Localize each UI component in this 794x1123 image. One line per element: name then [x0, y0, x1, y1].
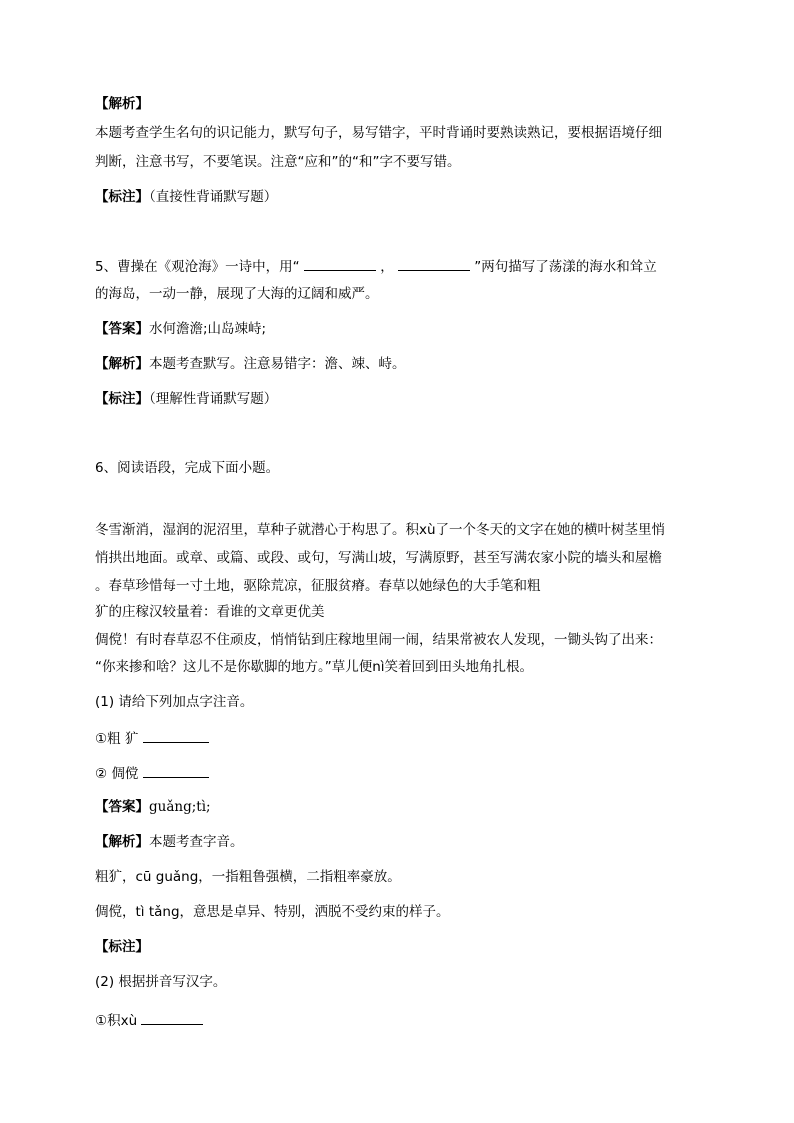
subquestion-1-title: (1) 请给下列加点字注音。	[95, 694, 254, 710]
answer-tag: 【答案】	[95, 799, 149, 815]
answer-blank[interactable]	[141, 1010, 203, 1025]
note-tag: 【标注】	[95, 391, 149, 407]
item-label: ①积xù	[95, 1013, 138, 1029]
question-6-intro: 6、阅读语段，完成下面小题。	[95, 460, 280, 476]
answer-line	[95, 798, 211, 816]
question-5-comma: ，	[380, 259, 394, 275]
analysis-tag: 【解析】	[95, 834, 149, 850]
subquestion-2-title: (2) 根据拼音写汉字。	[95, 974, 227, 990]
note-text: （直接性背诵默写题）	[149, 189, 278, 205]
analysis-tag: 【解析】	[95, 356, 149, 372]
analysis-text-line: 本题考查学生名句的识记能力，默写句子，易写错字，平时背诵时要熟读熟记，要根据语境仔细	[95, 125, 662, 141]
analysis-text: 本题考查默写。注意易错字：澹、竦、峙。	[149, 356, 406, 372]
subquestion-1-item	[95, 763, 209, 783]
analysis-text-line: 判断，注意书写，不要笔误。注意“应和”的“和”字不要写错。	[95, 154, 461, 170]
passage-line: 倜傥！有时春草忍不住顽皮，悄悄钻到庄稼地里闹一闹，结果常被农人发现，一锄头钩了出来：	[95, 632, 662, 648]
answer-blank[interactable]	[304, 256, 376, 271]
explanation-line: 倜傥，tì tǎng，意思是卓异、特别，洒脱不受约束的样子。	[95, 904, 450, 920]
note-line	[95, 390, 277, 408]
note-tag: 【标注】	[95, 189, 149, 205]
passage-line: “你来掺和啥？这儿不是你歇脚的地方。”草儿便nì笑着回到田头地角扎根。	[95, 659, 534, 675]
question-5-text-line: 的海岛，一动一静，展现了大海的辽阔和威严。	[95, 286, 379, 302]
question-5-line	[95, 256, 657, 276]
note-line	[95, 188, 277, 206]
answer-text: guǎng;tì;	[149, 799, 211, 815]
answer-tag: 【答案】	[95, 321, 149, 337]
passage-line: 。春草珍惜每一寸土地，驱除荒凉，征服贫瘠。春草以她绿色的大手笔和粗	[95, 578, 541, 594]
analysis-text: 本题考查字音。	[149, 834, 244, 850]
note-text: （理解性背诵默写题）	[149, 391, 278, 407]
note-tag: 【标注】	[95, 939, 149, 955]
question-5-text: 5、曹操在《观沧海》一诗中，用“	[95, 259, 300, 275]
passage-line: 冬雪渐消，湿润的泥沼里，草种子就潜心于构思了。积xù了一个冬天的文字在她的横叶树茎里悄	[95, 522, 666, 538]
item-label: ② 倜傥	[95, 766, 139, 782]
analysis-tag: 【解析】	[95, 96, 149, 112]
subquestion-2-item	[95, 1010, 203, 1030]
answer-line	[95, 320, 266, 338]
subquestion-1-item	[95, 728, 209, 748]
explanation-line: 粗犷，cū guǎng，一指粗鲁强横，二指粗率豪放。	[95, 869, 401, 885]
analysis-line	[95, 355, 406, 373]
passage-line: 悄拱出地面。或章、或篇、或段、或句，写满山坡，写满原野，甚至写满农家小院的墙头和屋檐	[95, 550, 662, 566]
answer-blank[interactable]	[398, 256, 470, 271]
question-5-text: ”两句描写了荡漾的海水和耸立	[474, 259, 657, 275]
item-label: ①粗 犷	[95, 731, 139, 747]
analysis-line	[95, 833, 244, 851]
passage-line: 犷的庄稼汉较量着：看谁的文章更优美	[95, 604, 325, 620]
answer-blank[interactable]	[143, 763, 209, 778]
answer-text: 水何澹澹;山岛竦峙;	[149, 321, 267, 337]
answer-blank[interactable]	[143, 728, 209, 743]
